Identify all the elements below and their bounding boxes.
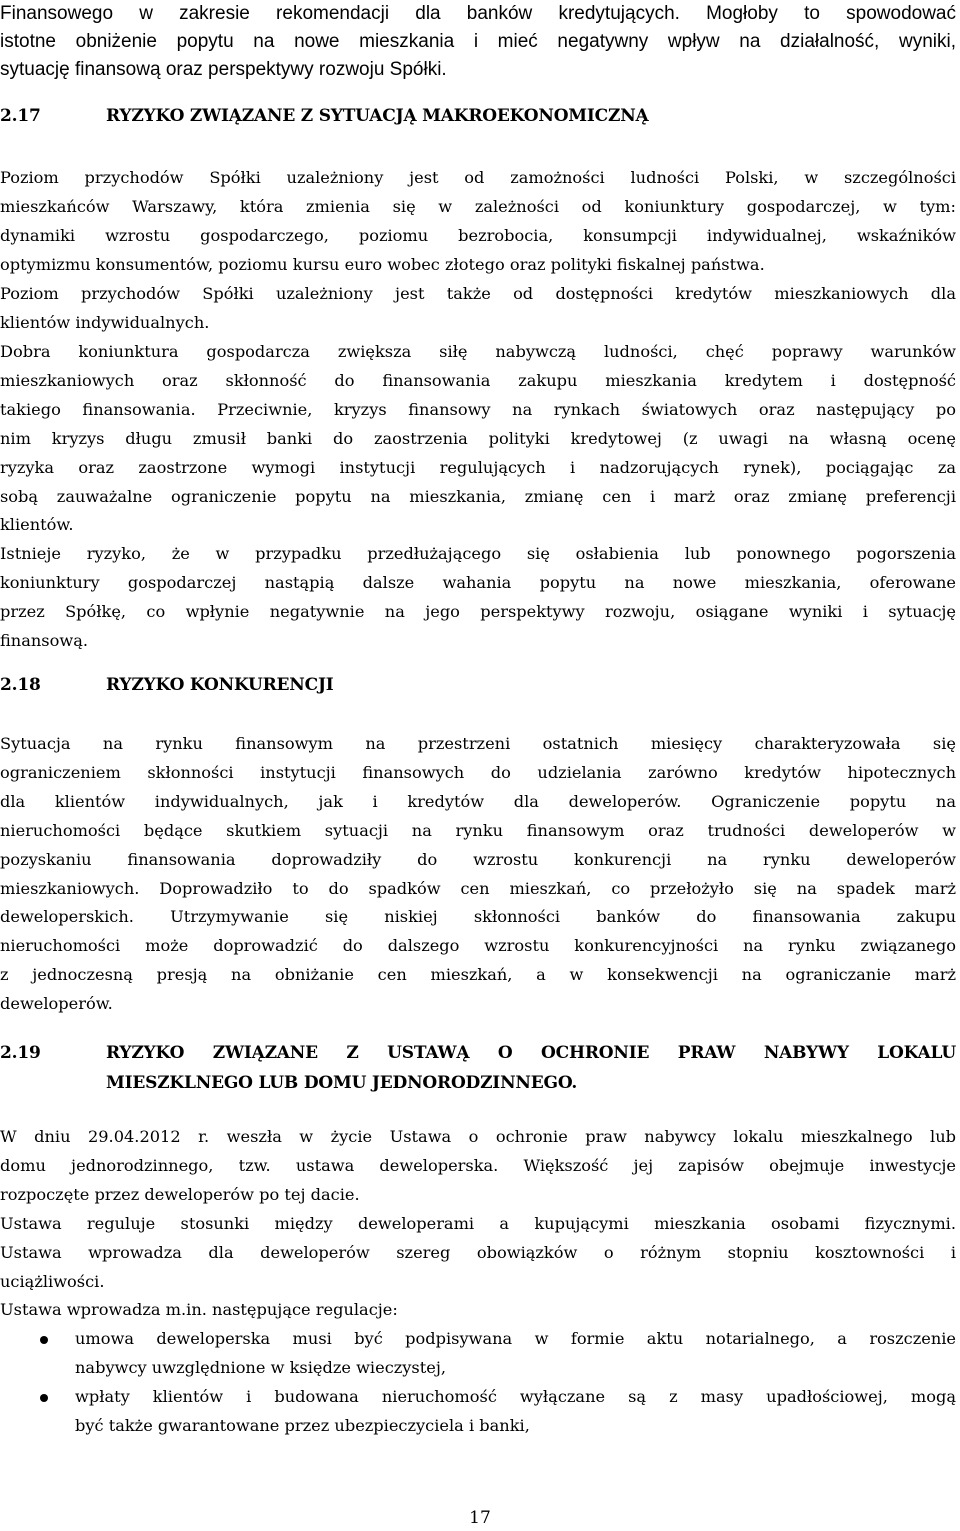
text-line: ograniczeniem skłonności instytucji finansowych do udzielania zarówno kredytów hipotecznych bbox=[0, 762, 956, 782]
intro-paragraph bbox=[0, 0, 956, 84]
text-line: koniunktury gospodarczej nastąpią dalsze wahania popytu na nowe mieszkania, oferowane bbox=[0, 572, 956, 592]
text-line: Sytuacja na rynku finansowym na przestrzeni ostatnich miesięcy charakteryzowała się bbox=[0, 734, 956, 753]
bullet-icon bbox=[40, 1336, 48, 1344]
section-title-line: RYZYKO ZWIĄZANE Z USTAWĄ O OCHRONIE PRAW NABYWY LOKALU bbox=[106, 1043, 956, 1063]
text-line: sytuację finansową oraz perspektywy rozwoju Spółki. bbox=[0, 59, 447, 80]
text-line: Ustawa reguluje stosunki między deweloperami a kupującymi mieszkania osobami fizycznymi. bbox=[0, 1214, 956, 1233]
section-heading-2-19 bbox=[0, 1038, 956, 1098]
paragraph bbox=[0, 730, 956, 1019]
text-line: mieszkańców Warszawy, która zmienia się w zależności od koniunktury gospodarczej, w tym: bbox=[0, 196, 956, 216]
text-line: nabywcy uwzględnione w księdze wieczystej, bbox=[75, 1357, 446, 1377]
text-line: nim kryzys długu zmusił banki do zaostrzenia polityki kredytowej (z uwagi na własną ocenę bbox=[0, 428, 956, 448]
text-line: Poziom przychodów Spółki uzależniony jest także od dostępności kredytów mieszkaniowych dla bbox=[0, 284, 956, 303]
text-line: z jednoczesną presją na obniżanie cen mieszkań, a w konsekwencji na ograniczanie marż bbox=[0, 965, 956, 985]
list-item bbox=[0, 1325, 956, 1383]
text-line: nieruchomości będące skutkiem sytuacji na rynku finansowym oraz trudności deweloperów w bbox=[0, 820, 956, 840]
text-line: mieszkaniowych oraz skłonność do finansowania zakupu mieszkania kredytem i dostępność bbox=[0, 370, 956, 390]
text-line: dynamiki wzrostu gospodarczego, poziomu bezrobocia, konsumpcji indywidualnej, wskaźników bbox=[0, 225, 956, 245]
text-line: Dobra koniunktura gospodarcza zwiększa siłę nabywczą ludności, chęć poprawy warunków bbox=[0, 342, 956, 361]
section-title-line: MIESZKLNEGO LUB DOMU JEDNORODZINNEGO. bbox=[106, 1073, 578, 1093]
text-line: ryzyka oraz zaostrzone wymogi instytucji regulujących i nadzorujących rynek), pociągając za bbox=[0, 457, 956, 477]
bullet-list bbox=[0, 1325, 956, 1441]
text-line: deweloperów. bbox=[0, 994, 113, 1014]
text-line: Istnieje ryzyko, że w przypadku przedłużającego się osłabienia lub ponownego pogorszenia bbox=[0, 544, 956, 563]
bullet-icon bbox=[40, 1394, 48, 1402]
section-number: 2.17 bbox=[0, 106, 41, 126]
paragraph bbox=[0, 1210, 956, 1297]
section-heading-2-18 bbox=[0, 675, 334, 695]
text-line: takiego finansowania. Przeciwnie, kryzys finansowy na rynkach światowych oraz następujący po bbox=[0, 399, 956, 419]
paragraph bbox=[0, 338, 956, 540]
text-line: pozyskaniu finansowania doprowadziły do wzrostu konkurencji na rynku deweloperów bbox=[0, 849, 956, 869]
text-line: dla klientów indywidualnych, jak i kredytów dla deweloperów. Ograniczenie popytu na bbox=[0, 791, 956, 811]
text-line: wpłaty klientów i budowana nieruchomość wyłączane są z masy upadłościowej, mogą bbox=[75, 1386, 956, 1406]
text-line: umowa deweloperska musi być podpisywana w formie aktu notarialnego, a roszczenie bbox=[75, 1329, 956, 1348]
text-line: uciążliwości. bbox=[0, 1271, 105, 1291]
text-line: Ustawa wprowadza m.in. następujące regulacje: bbox=[0, 1300, 398, 1319]
paragraph bbox=[0, 540, 956, 656]
text-line: istotne obniżenie popytu na nowe mieszkania i mieć negatywny wpływ na działalność, wyniki, bbox=[0, 31, 956, 52]
text-line: Poziom przychodów Spółki uzależniony jest od zamożności ludności Polski, w szczególności bbox=[0, 168, 956, 187]
text-line: sobą zauważalne ograniczenie popytu na mieszkania, zmianę cen i marż oraz zmianę preferencji bbox=[0, 486, 956, 506]
section-title: RYZYKO ZWIĄZANE Z SYTUACJĄ MAKROEKONOMICZNĄ bbox=[106, 106, 649, 126]
text-line: rozpoczęte przez deweloperów po tej dacie. bbox=[0, 1184, 360, 1204]
text-line: optymizmu konsumentów, poziomu kursu euro wobec złotego oraz polityki fiskalnej państwa. bbox=[0, 254, 765, 274]
text-line: nieruchomości może doprowadzić do dalszego wzrostu konkurencyjności na rynku związanego bbox=[0, 936, 956, 956]
text-line: Finansowego w zakresie rekomendacji dla banków kredytujących. Mogłoby to spowodować bbox=[0, 3, 956, 24]
page-number: 17 bbox=[469, 1508, 491, 1528]
list-item bbox=[0, 1383, 956, 1441]
text-line: przez Spółkę, co wpłynie negatywnie na jego perspektywy rozwoju, osiągane wyniki i sytuację bbox=[0, 601, 956, 621]
text-line: Ustawa wprowadza dla deweloperów szereg obowiązków o różnym stopniu kosztowności i bbox=[0, 1242, 956, 1262]
paragraph bbox=[0, 1296, 956, 1325]
section-number: 2.18 bbox=[0, 675, 41, 695]
paragraph bbox=[0, 1123, 956, 1210]
text-line: deweloperskich. Utrzymywanie się niskiej skłonności banków do finansowania zakupu bbox=[0, 907, 956, 927]
text-line: mieszkaniowych. Doprowadziło to do spadków cen mieszkań, co przełożyło się na spadek marż bbox=[0, 878, 956, 898]
section-heading-2-17 bbox=[0, 106, 649, 126]
text-line: domu jednorodzinnego, tzw. ustawa deweloperska. Większość jej zapisów obejmuje inwestycje bbox=[0, 1155, 956, 1175]
text-line: finansową. bbox=[0, 630, 89, 650]
paragraph bbox=[0, 164, 956, 280]
paragraph bbox=[0, 280, 956, 338]
text-line: W dniu 29.04.2012 r. weszła w życie Ustawa o ochronie praw nabywcy lokalu mieszkalnego lub bbox=[0, 1127, 956, 1146]
text-line: klientów. bbox=[0, 515, 74, 535]
section-number: 2.19 bbox=[0, 1043, 41, 1063]
text-line: być także gwarantowane przez ubezpieczyciela i banki, bbox=[75, 1415, 530, 1435]
section-title: RYZYKO KONKURENCJI bbox=[106, 675, 334, 695]
text-line: klientów indywidualnych. bbox=[0, 312, 210, 332]
